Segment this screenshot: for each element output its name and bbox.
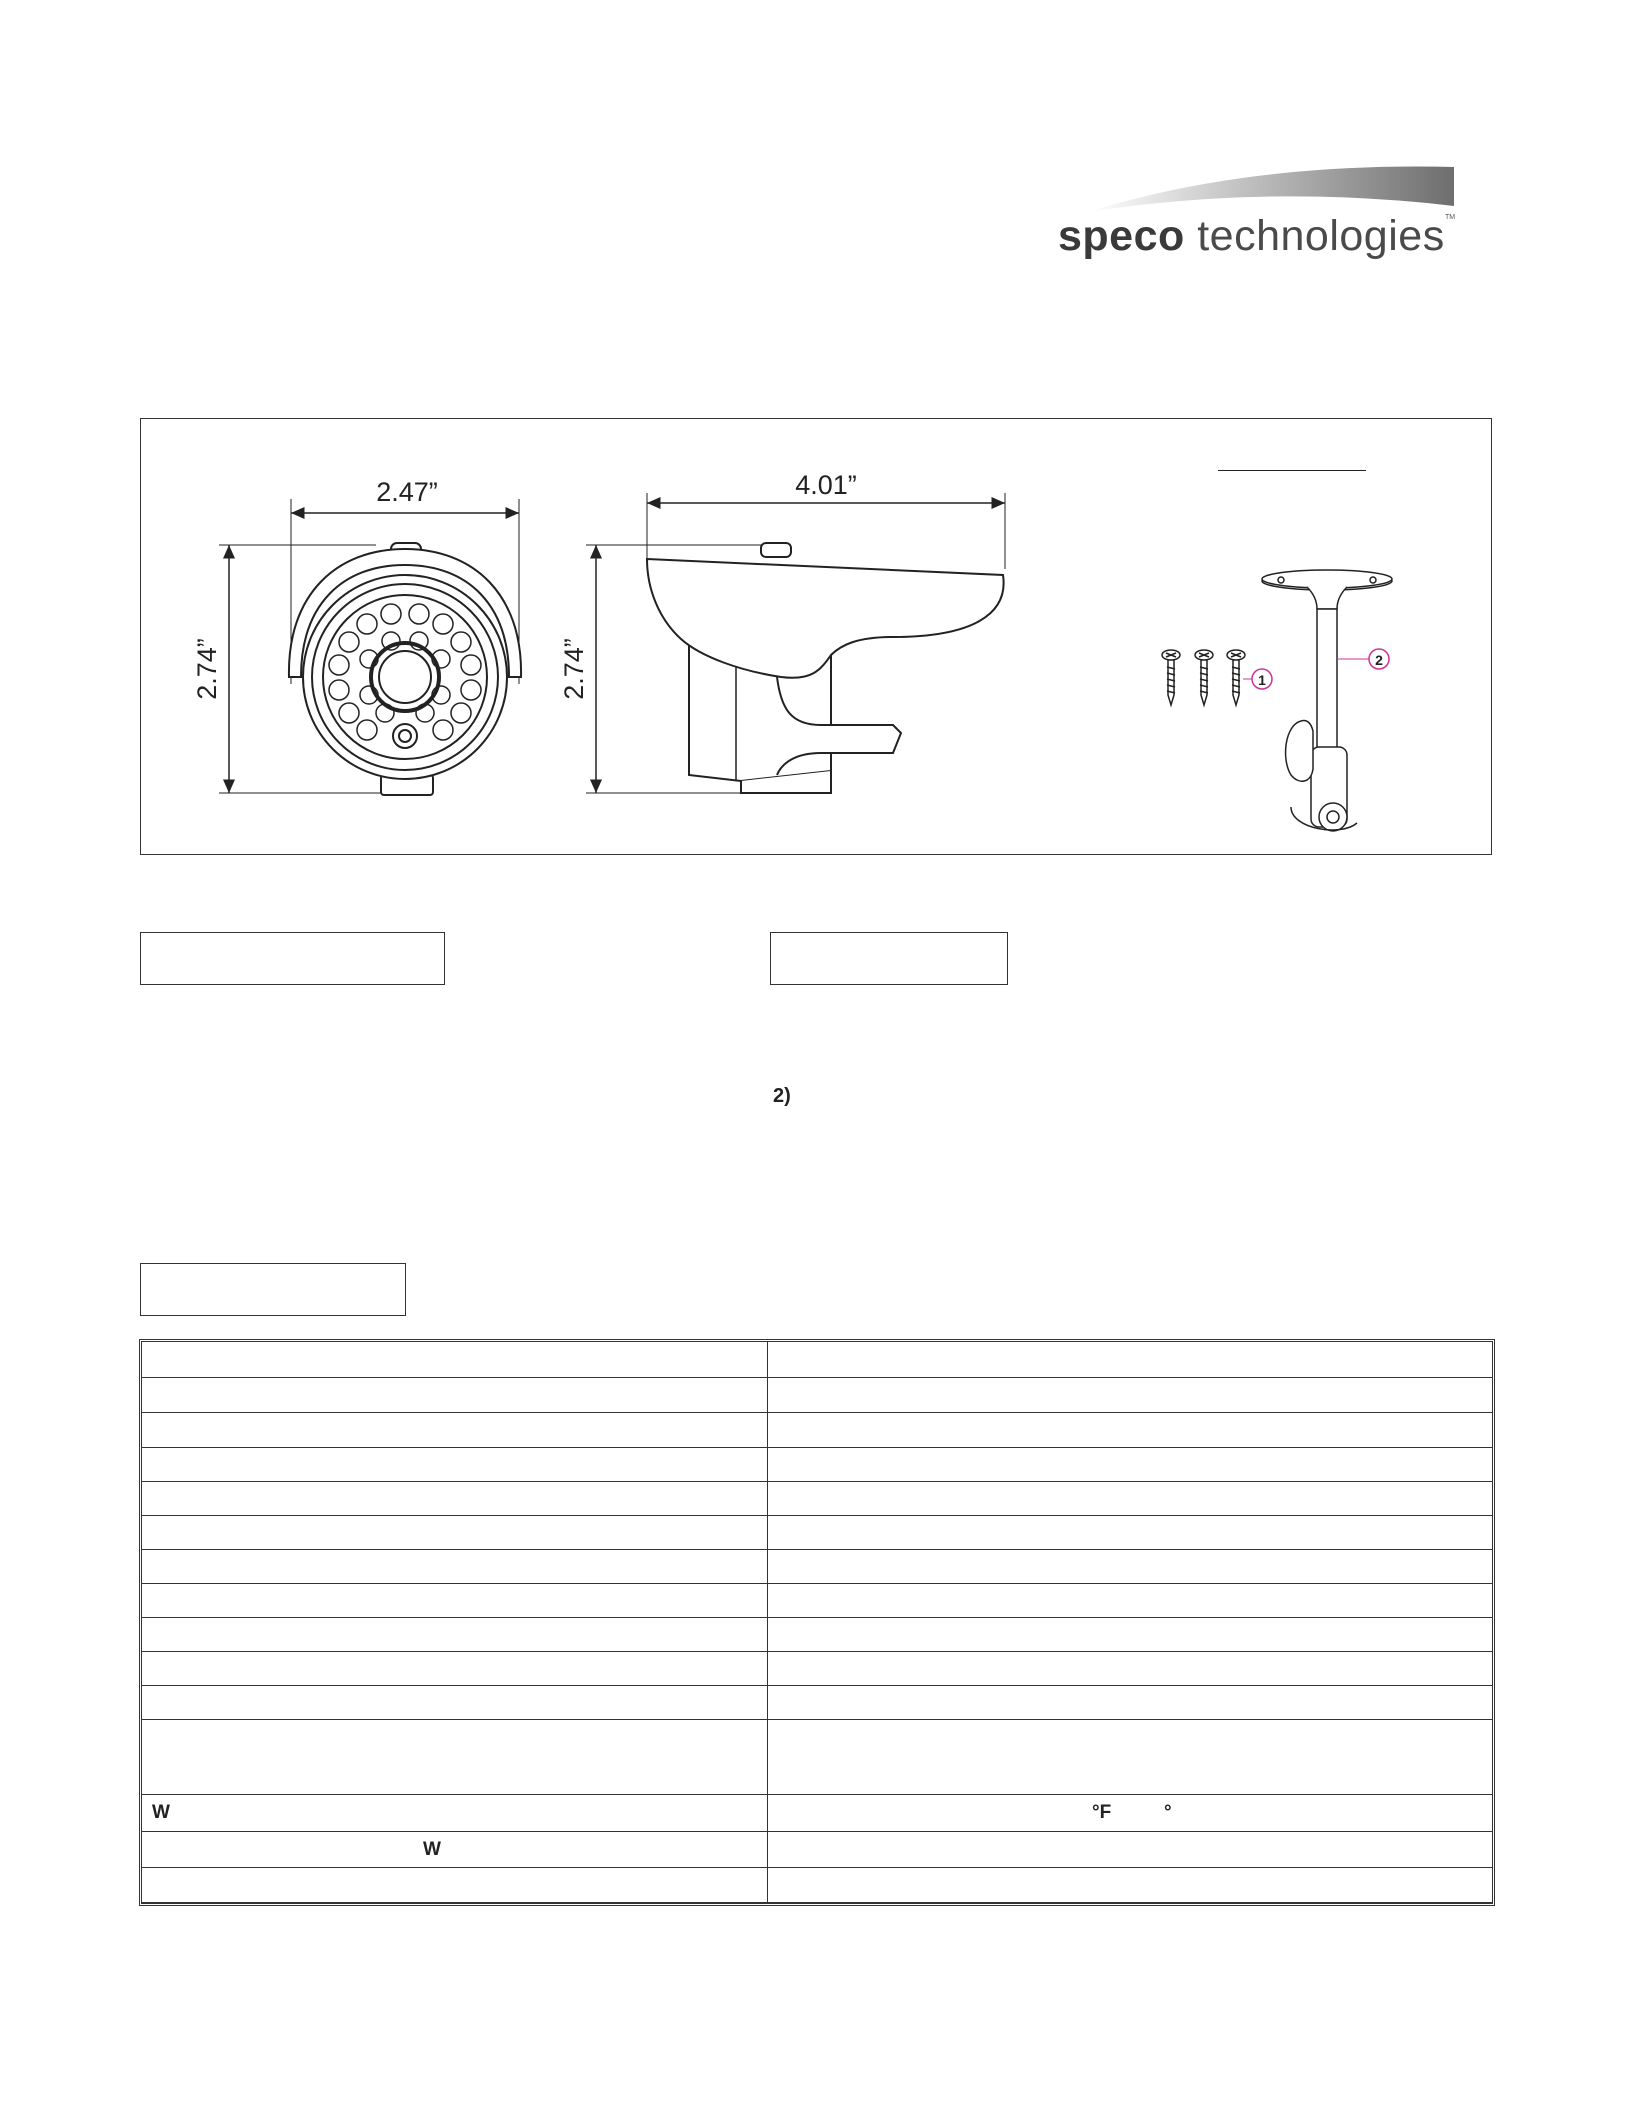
side-length-dimension: 4.01” (795, 470, 857, 500)
side-height-dimension: 2.74” (559, 638, 589, 700)
spec-label: W (152, 1802, 170, 1823)
spec-value-temperature: °F ° (1092, 1802, 1172, 1823)
accessories-heading-underline (1218, 470, 1366, 471)
features-heading-box (140, 932, 445, 985)
side-view-camera (586, 493, 1005, 793)
table-row (142, 1516, 1492, 1550)
table-row (142, 1550, 1492, 1584)
specifications-table (139, 1339, 1495, 1906)
spec-label-power: W (423, 1838, 441, 1860)
front-height-dimension: 2.74” (192, 638, 222, 700)
table-row (142, 1413, 1492, 1448)
table-row (142, 1652, 1492, 1686)
table-row (142, 1584, 1492, 1618)
table-row (142, 1686, 1492, 1720)
trademark-mark: TM (1445, 214, 1456, 221)
specifications-heading-box (140, 1263, 406, 1316)
front-width-dimension: 2.47” (376, 477, 438, 507)
table-column-divider (767, 1342, 768, 1903)
camera-drawings (141, 419, 1493, 856)
note-item-label: 2) (773, 1085, 791, 1107)
mounting-bracket (1262, 570, 1392, 831)
table-row (142, 1618, 1492, 1652)
table-row (142, 1448, 1492, 1482)
table-row (142, 1832, 1492, 1868)
table-row (142, 1342, 1492, 1378)
callout-label-bracket: 2 (1375, 652, 1383, 668)
table-row (142, 1482, 1492, 1516)
table-row (142, 1795, 1492, 1832)
mounting-screws (1162, 650, 1245, 705)
speco-logo (1048, 162, 1458, 262)
callout-label-screws: 1 (1258, 672, 1266, 688)
logo-word-technologies: technologies (1197, 212, 1445, 260)
logo-wordmark (1058, 212, 1445, 261)
table-row (142, 1378, 1492, 1413)
notes-heading-box (770, 932, 1008, 985)
front-view-camera (219, 499, 521, 795)
table-row (142, 1868, 1492, 1903)
dimension-drawing-panel (140, 418, 1492, 855)
table-row (142, 1720, 1492, 1795)
logo-word-speco: speco (1058, 212, 1185, 260)
